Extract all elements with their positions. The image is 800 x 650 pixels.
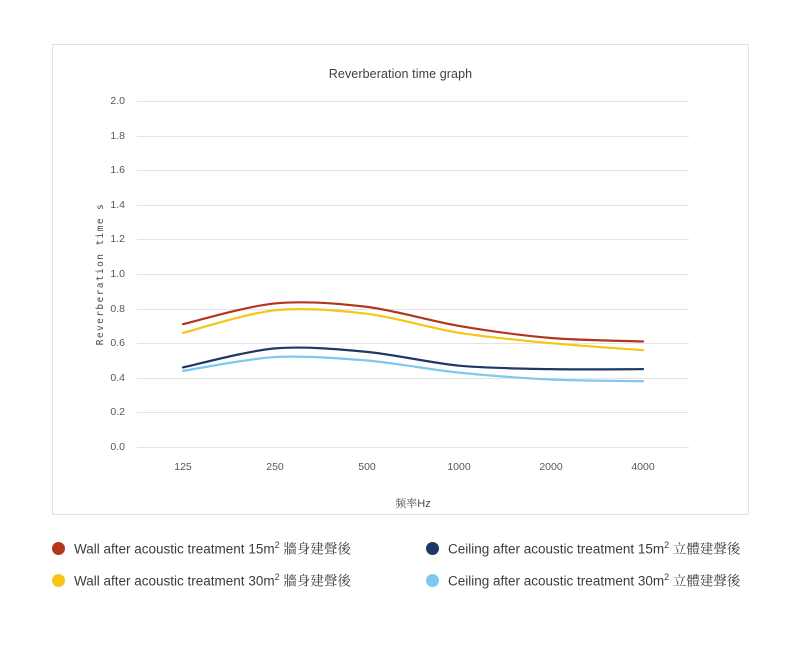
legend-swatch-icon: [426, 574, 439, 587]
y-tick-label: 0.0: [110, 441, 125, 453]
chart-panel: [52, 44, 749, 515]
legend-row: [52, 572, 772, 590]
legend-label: Wall after acoustic treatment $30m^2$ 牆身建聲後: [74, 571, 351, 589]
x-tick-label: 125: [174, 461, 192, 473]
x-tick-label: 250: [266, 461, 284, 473]
y-tick-label: 1.6: [110, 164, 125, 177]
legend-label: Wall after acoustic treatment $15m^2$ 牆身建聲後: [74, 540, 351, 557]
legend-item[interactable]: [426, 540, 740, 558]
y-tick-label: 2.0: [110, 95, 125, 107]
legend-row: [52, 540, 772, 558]
y-tick-label: 0.2: [110, 406, 125, 419]
y-tick-label: 1.2: [110, 233, 125, 246]
x-tick-label: 1000: [447, 461, 471, 473]
x-tick-label: 2000: [539, 461, 563, 473]
x-tick-label: 500: [358, 461, 376, 473]
legend-swatch-icon: [426, 542, 439, 555]
chart-legend: [52, 540, 772, 603]
x-axis-title: 频率Hz: [395, 498, 431, 510]
legend-label: Ceiling after acoustic treatment $15m^2$ 立體建聲後: [448, 540, 741, 557]
legend-item[interactable]: [52, 572, 426, 590]
chart-title: Reverberation time graph: [328, 67, 473, 81]
y-tick-label: 0.4: [110, 371, 125, 384]
gridline: [137, 447, 689, 448]
legend-swatch-icon: [52, 574, 65, 587]
y-tick-label: 1.8: [110, 129, 125, 142]
y-axis-title: Reverberation time s: [95, 202, 106, 346]
y-tick-label: 1.4: [110, 198, 125, 211]
legend-swatch-icon: [52, 542, 65, 555]
y-tick-label: 0.6: [110, 337, 125, 350]
y-tick-label: 0.8: [110, 302, 125, 315]
legend-label: Ceiling after acoustic treatment $30m^2$ 立體建聲後: [448, 571, 741, 589]
legend-item[interactable]: [52, 540, 426, 558]
series-lines: [137, 101, 689, 447]
legend-item[interactable]: [426, 572, 740, 590]
plot-area: [110, 95, 689, 473]
y-tick-label: 1.0: [110, 268, 125, 280]
x-tick-label: 4000: [631, 461, 655, 473]
